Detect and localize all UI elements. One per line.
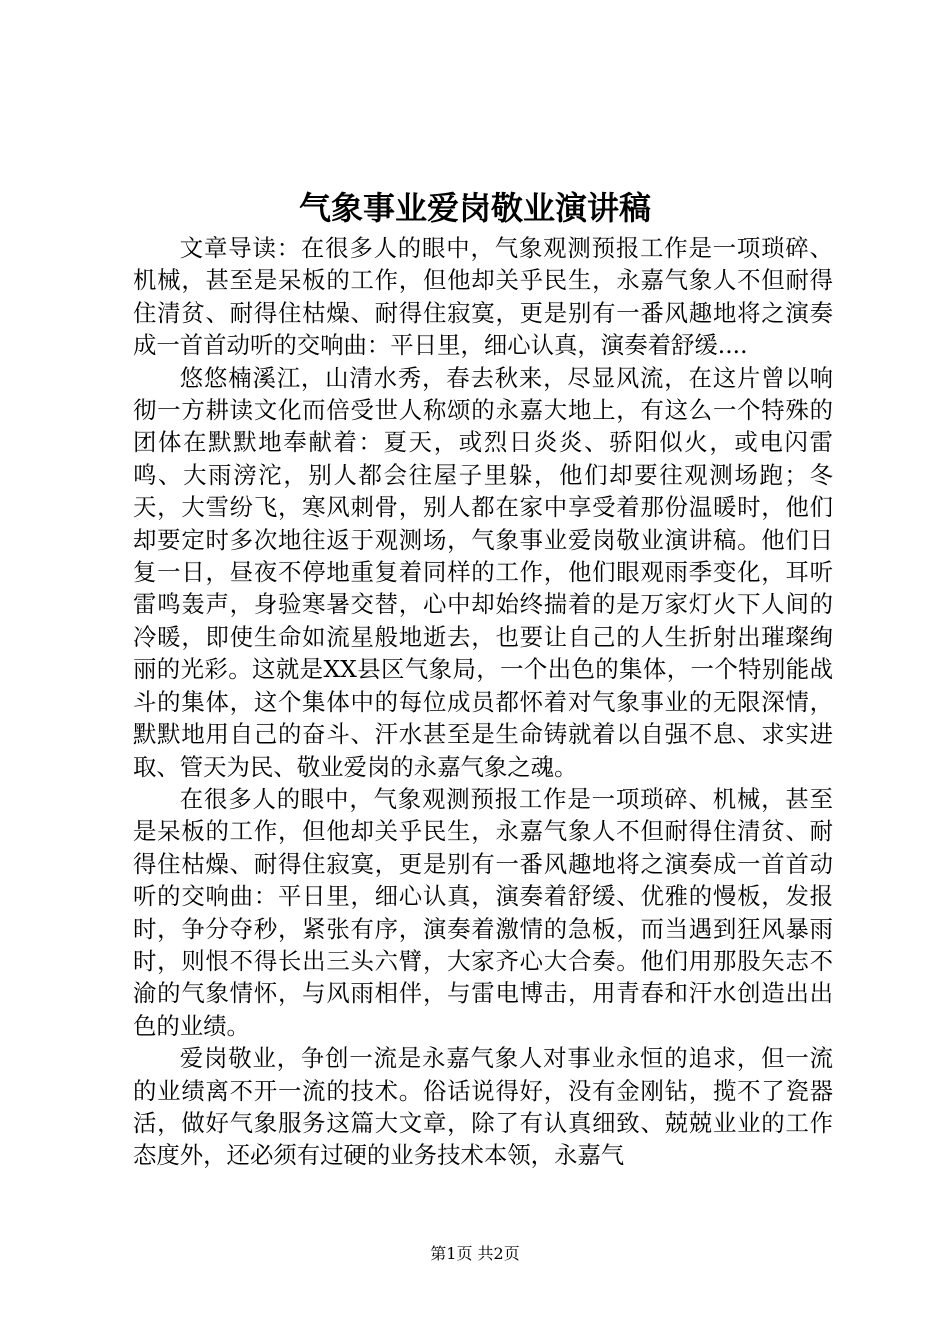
page-footer: 第1页 共2页: [430, 1244, 520, 1263]
paragraph-intro: 文章导读：在很多人的眼中，气象观测预报工作是一项琐碎、机械，甚至是呆板的工作，但他却关乎民生，永嘉气象人不但耐得住清贫、耐得住枯燥、耐得住寂寞，更是别有一番风趣地将之演奏成一首首动听的交响曲：平日里，细心认真，演奏着舒缓....: [133, 234, 833, 360]
paragraph-2: 在很多人的眼中，气象观测预报工作是一项琐碎、机械，甚至是呆板的工作，但他却关乎民生，永嘉气象人不但耐得住清贫、耐得住枯燥、耐得住寂寞，更是别有一番风趣地将之演奏成一首首动听的交响曲：平日里，细心认真，演奏着舒缓、优雅的慢板，发报时，争分夺秒，紧张有序，演奏着激情的急板，而当遇到狂风暴雨时，则恨不得长出三头六臂，大家齐心大合奏。他们用那股矢志不渝的气象情怀，与风雨相伴，与雷电博击，用青春和汗水创造出出色的业绩。: [133, 784, 833, 1040]
document-body: [133, 232, 833, 1172]
paragraph-3: 爱岗敬业，争创一流是永嘉气象人对事业永恒的追求，但一流的业绩离不开一流的技术。俗话说得好，没有金刚钻，揽不了瓷器活，做好气象服务这篇大文章，除了有认真细致、兢兢业业的工作态度外，还必须有过硬的业务技术本领，永嘉气: [133, 1044, 833, 1170]
document-title: 气象事业爱岗敬业演讲稿: [298, 189, 651, 227]
paragraph-1: 悠悠楠溪江，山清水秀，春去秋来，尽显风流，在这片曾以响彻一方耕读文化而倍受世人称颂的永嘉大地上，有这么一个特殊的团体在默默地奉献着：夏天，或烈日炎炎、骄阳似火，或电闪雷鸣、大雨滂沱，别人都会往屋子里躲，他们却要往观测场跑；冬天，大雪纷飞，寒风刺骨，别人都在家中享受着那份温暖时，他们却要定时多次地往返于观测场，气象事业爱岗敬业演讲稿。他们日复一日，昼夜不停地重复着同样的工作，他们眼观雨季变化，耳听雷鸣轰声，身验寒暑交替，心中却始终揣着的是万家灯火下人间的冷暖，即使生命如流星般地逝去，也要让自己的人生折射出璀璨绚丽的光彩。这就是XX县区气象局，一个出色的集体，一个特别能战斗的集体，这个集体中的每位成员都怀着对气象事业的无限深情，默默地用自己的奋斗、汗水甚至是生命铸就着以自强不息、求实进取、管天为民、敬业爱岗的永嘉气象之魂。: [133, 363, 833, 781]
